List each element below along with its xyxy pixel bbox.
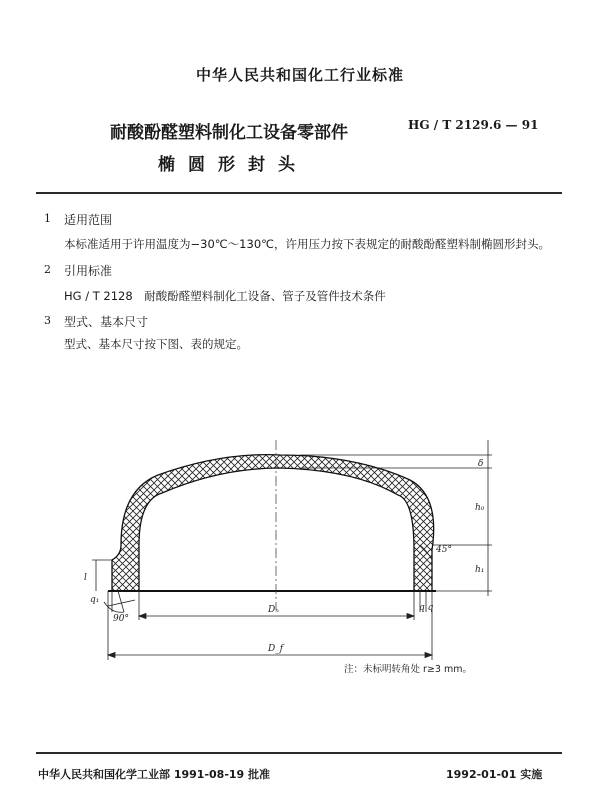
section-3-number: 3 [44,314,51,327]
document-title: 耐酸酚醛塑料制化工设备零部件 [110,123,348,143]
figure-note: 注：未标明转角处 r≥3 mm。 [344,664,472,675]
h0-label: h₀ [475,503,485,513]
inner-diameter-label: Dₙ [268,605,279,615]
q1-label: q₁ [90,595,100,605]
flange-diameter-label: D_f [268,644,284,654]
q-right-label: q q [419,603,434,613]
section-2-number: 2 [44,263,51,276]
approval-footer: 中华人民共和国化学工业部 1991-08-19 批准 [38,768,271,781]
thickness-label: δ [478,459,484,469]
flange-height-label: l [84,573,87,583]
section-1-number: 1 [44,212,51,225]
effective-date-footer: 1992-01-01 实施 [446,768,543,781]
section-2-body: HG / T 2128 耐酸酚醛塑料制化工设备、管子及管件技术条件 [64,289,386,303]
section-2-title: 引用标准 [64,264,113,278]
section-3-body: 型式、基本尺寸按下图、表的规定。 [64,337,248,351]
industry-standard-header: 中华人民共和国化工行业标准 [195,66,404,84]
head-shell-section [112,455,434,591]
section-3-title: 型式、基本尺寸 [64,315,149,329]
document-subtitle: 椭圆形封头 [158,155,308,175]
bottom-rule [36,752,562,754]
standard-number: HG / T 2129.6 — 91 [408,118,539,132]
angle-90-label: 90° [113,614,129,624]
angle-90-arc [104,602,124,612]
angle-45-label: 45° [436,545,452,555]
section-1-body: 本标准适用于许用温度为−30℃～130℃，许用压力按下表规定的耐酸酚醛塑料制椭圆形封头。 [64,237,551,251]
section-1-title: 适用范围 [64,213,113,227]
h1-label: h₁ [475,565,485,575]
